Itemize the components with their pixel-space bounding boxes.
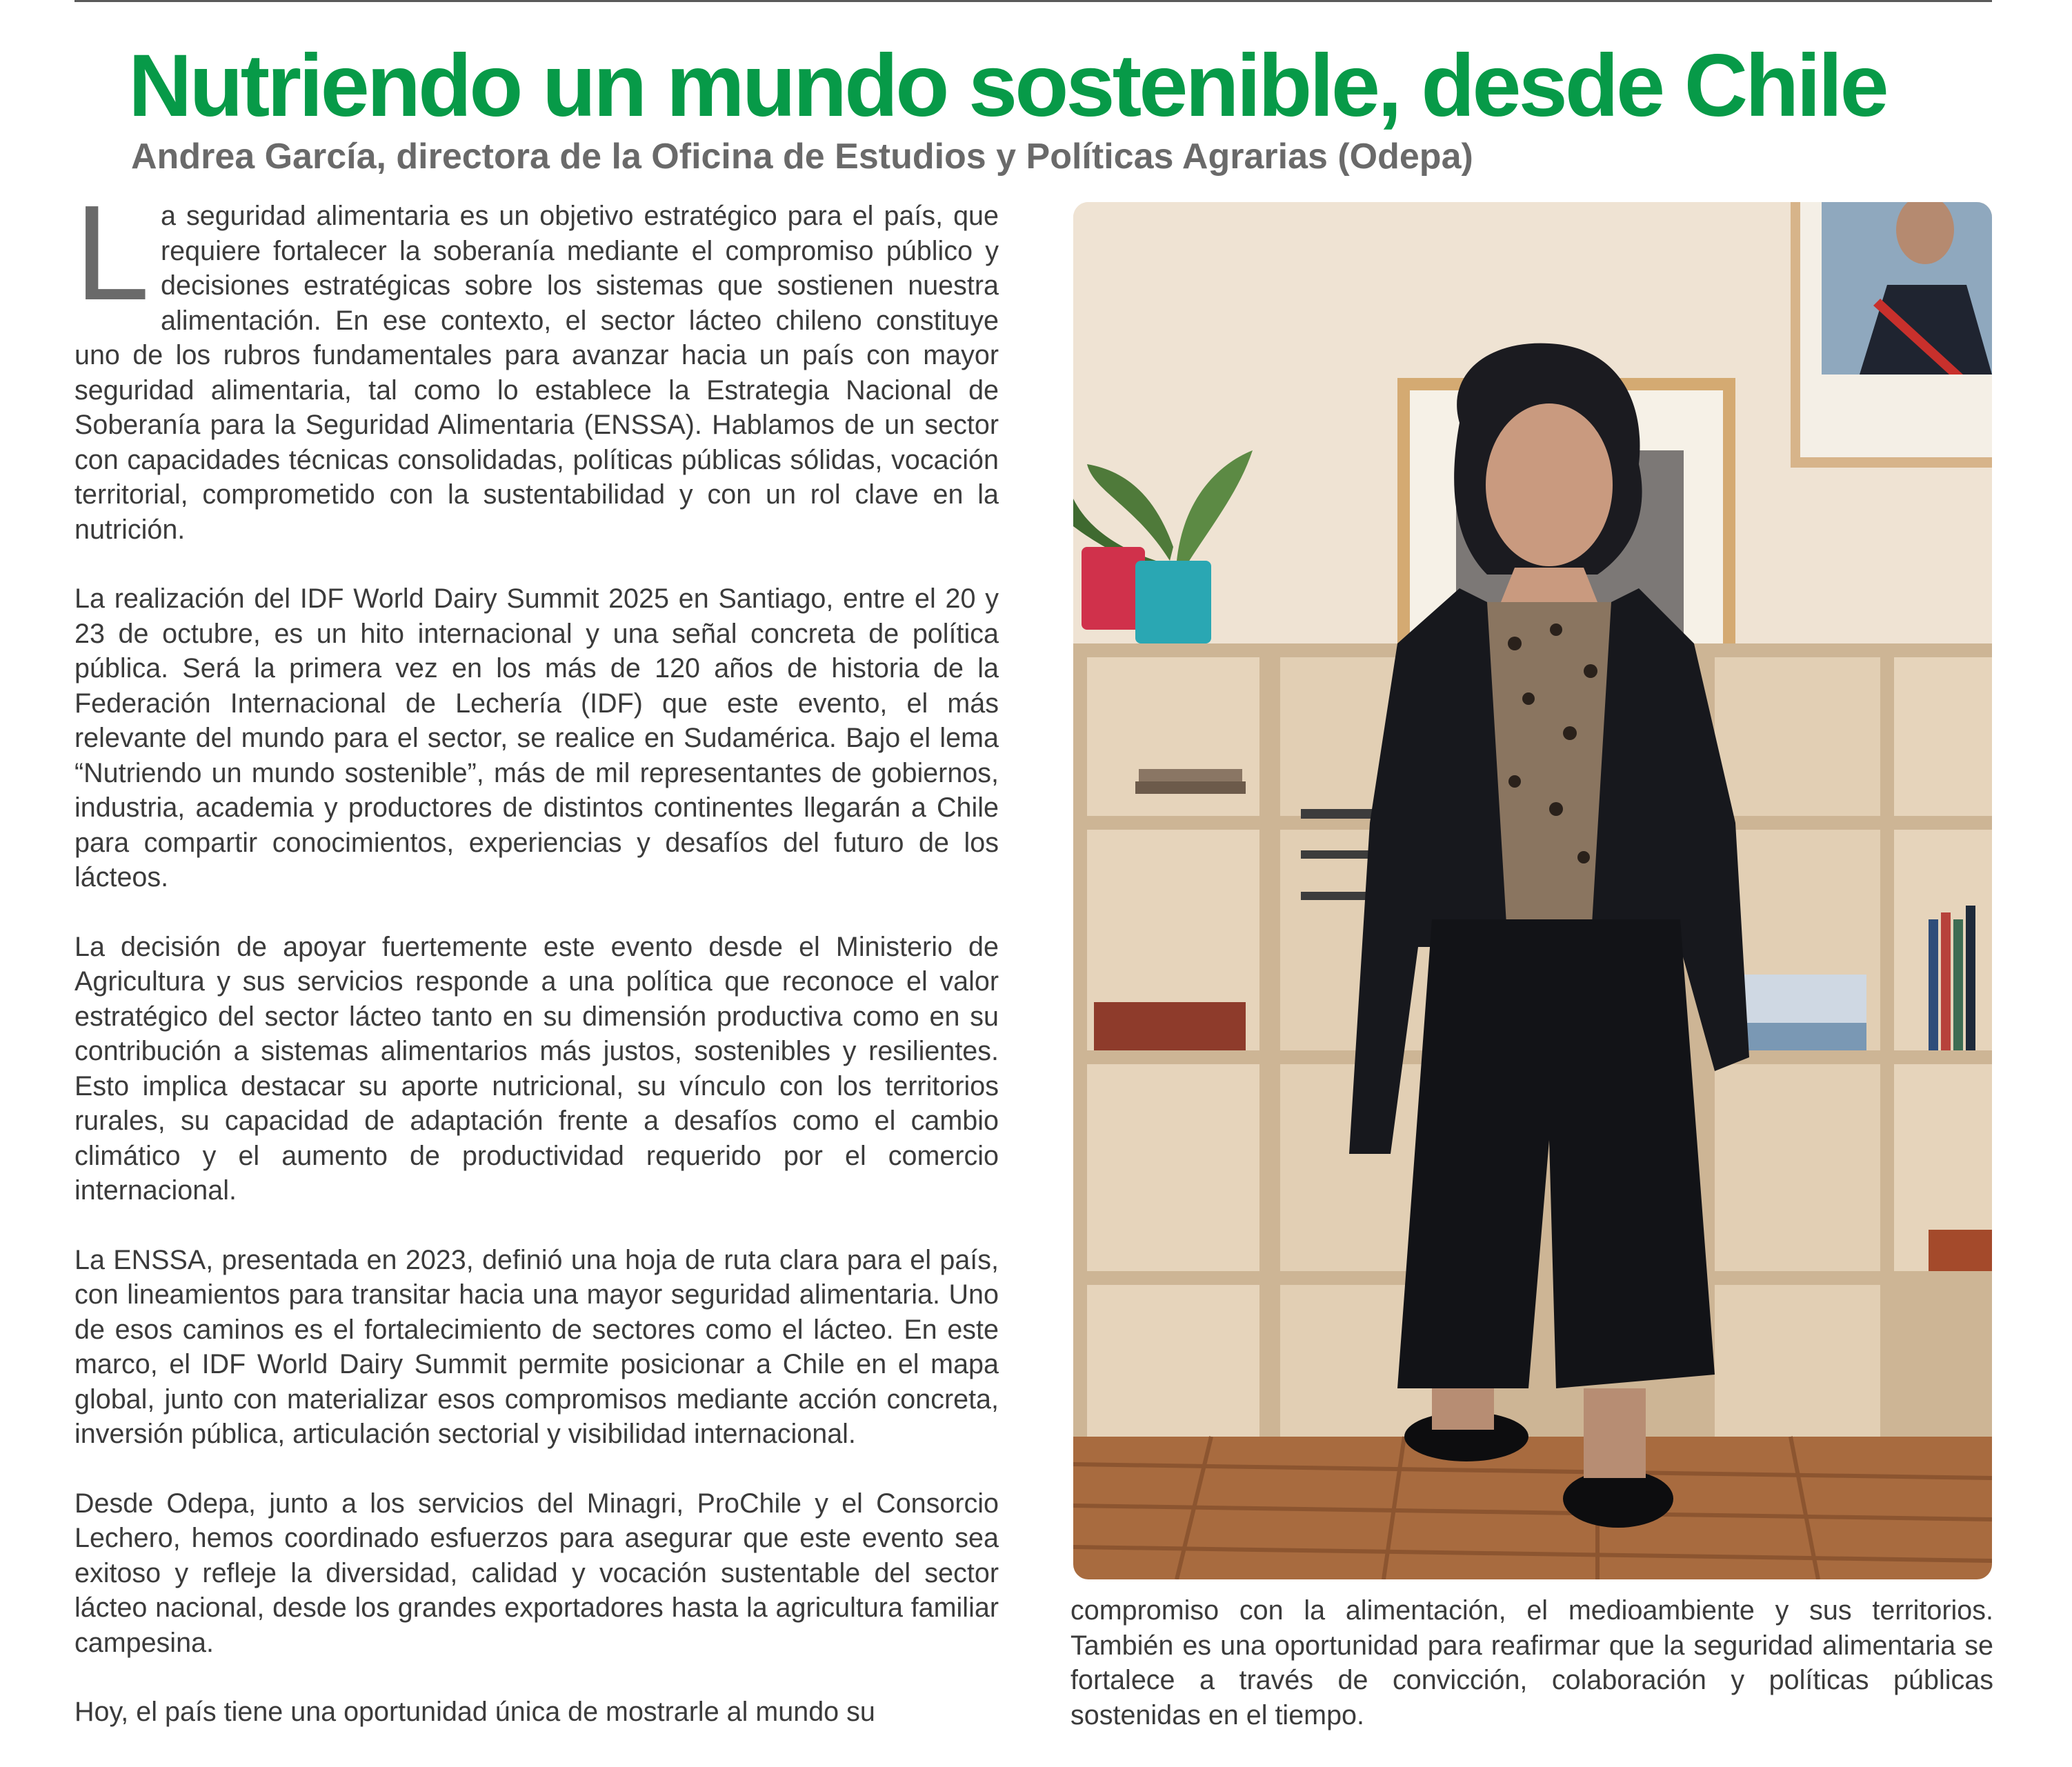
headline: Nutriendo un mundo sostenible, desde Chile (128, 37, 1886, 135)
paragraph-1-text: a seguridad alimentaria es un objetivo estratégico para el país, que requiere fortalecer la soberanía mediante el compromiso público y decisiones estratégicas sobre los sistemas que sostienen nuestra alimentación. En ese contexto, el sector lácteo chileno constituye uno de los rubros fundamentales para avanzar hacia un país con mayor seguridad alimentaria, tal como lo establece la Estrategia Nacional de Soberanía para la Seguridad Alimentaria (ENSSA). Hablamos de un sector con capacidades técnicas consolidadas, políticas públicas sólidas, vocación territorial, comprometido con la sustentabilidad y con un rol clave en la nutrición. (74, 201, 999, 545)
paragraph-6-start: Hoy, el país tiene una oportunidad única de mostrarle al mundo su (74, 1697, 875, 1727)
paragraph-5: Desde Odepa, junto a los servicios del Minagri, ProChile y el Consorcio Lechero, hemos coordinado esfuerzos para asegurar que este evento sea exitoso y refleje la diversidad, calidad y vocación sustentable del sector lácteo nacional, desde los grandes exportadores hasta la agricultura familiar campesina. (74, 1488, 999, 1658)
drop-cap: L (74, 199, 150, 328)
portrait-photo (1073, 202, 1992, 1579)
office-portrait-illustration (1073, 202, 1992, 1579)
byline: Andrea García, directora de la Oficina de Estudios y Políticas Agrarias (Odepa) (131, 137, 1473, 177)
paragraph-6-continued: compromiso con la alimentación, el medioambiente y sus territorios. También es una oportunidad para reafirmar que la seguridad alimentaria se fortalece a través de convicción, colaboración y políticas públicas sostenidas en el tiempo. (1070, 1595, 1993, 1730)
left-column (74, 199, 999, 1735)
paragraph-1 (74, 199, 999, 547)
paragraph-3: La decisión de apoyar fuertemente este evento desde el Ministerio de Agricultura y sus servicios responde a una política que reconoce el valor estratégico del sector lácteo tanto en su dimensión productiva como en su contribución a sistemas alimentarios más justos, sostenibles y resilientes. Esto implica destacar su aporte nutricional, su vínculo con los territorios rurales, su capacidad de adaptación frente a desafíos como el cambio climático y el aumento de productividad requerido por el comercio internacional. (74, 931, 999, 1206)
paragraph-2: La realización del IDF World Dairy Summit 2025 en Santiago, entre el 20 y 23 de octubre, es un hito internacional y una señal concreta de política pública. Será la primera vez en los más de 120 años de historia de la Federación Internacional de Lechería (IDF) que este evento, el más relevante del mundo para el sector, se realice en Sudamérica. Bajo el lema “Nutriendo un mundo sostenible”, más de mil representantes de gobiernos, industria, academia y productores de distintos continentes llegarán a Chile para compartir conocimientos, experiencias y desafíos del futuro de los lácteos. (74, 583, 999, 892)
paragraph-4: La ENSSA, presentada en 2023, definió una hoja de ruta clara para el país, con lineamientos para transitar hacia una mayor seguridad alimentaria. Uno de esos caminos es el fortalecimiento de sectores como el lácteo. En este marco, el IDF World Dairy Summit permite posicionar a Chile en el mapa global, junto con materializar esos compromisos mediante acción concreta, inversión pública, articulación sectorial y visibilidad internacional. (74, 1244, 999, 1449)
right-column (1070, 1593, 1993, 1767)
top-rule (74, 0, 1992, 2)
